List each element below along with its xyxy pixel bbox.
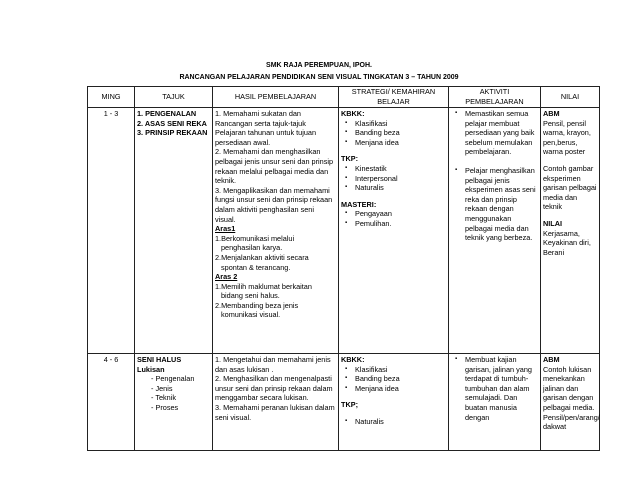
- tajuk-item: 2. ASAS SENI REKA: [137, 118, 207, 128]
- col-aktiviti: AKTIVITI PEMBELAJARAN: [449, 87, 541, 108]
- aras2-label: Aras 2: [215, 272, 238, 282]
- tajuk-item: - Proses: [151, 403, 210, 413]
- masteri-item: ▪ Pemulihan.: [355, 219, 446, 229]
- table-row: [88, 108, 600, 354]
- aras-item: penghasilan karya.: [221, 243, 283, 253]
- nilai-text: Kerjasama, Keyakinan diri, Berani: [543, 228, 591, 257]
- tkp-item: ▪ Kinestatik: [355, 164, 446, 174]
- tkp-item: ▪ Naturalis: [355, 183, 446, 193]
- aras-item: 2.Membanding beza jenis: [215, 300, 299, 310]
- tajuk-sub: Lukisan: [137, 364, 165, 374]
- kbkk-item: ▪ Klasifikasi: [355, 119, 446, 129]
- kbkk-label: KBKK:: [341, 109, 365, 118]
- aras-item: bidang seni halus.: [221, 291, 280, 301]
- kbkk-item: ▪ Menjana idea: [355, 384, 446, 394]
- nilai-label: NILAI: [543, 218, 563, 228]
- aras-item: 1.Memilih maklumat berkaitan: [215, 281, 312, 291]
- tajuk-item: - Pengenalan: [151, 374, 210, 384]
- col-nilai: NILAI: [541, 87, 600, 108]
- tkp-item: ▪ Naturalis: [355, 417, 446, 427]
- tkp-label: TKP:: [341, 154, 359, 164]
- tajuk-item: 1. PENGENALAN: [137, 109, 197, 118]
- nilai-cell: [541, 354, 600, 451]
- aras1-label: Aras1: [215, 224, 236, 234]
- kbkk-item: ▪ Klasifikasi: [355, 365, 446, 375]
- header-row: [88, 87, 600, 108]
- abm-label: ABM: [543, 109, 560, 118]
- col-ming: MING: [88, 87, 135, 108]
- aktiviti-item: ▪ Pelajar menghasilkan pelbagai jenis eksperimen asas seni reka dan prinsip rekaan dengan menggunakan pelbagai media dan teknik yang berbeza.: [465, 166, 538, 243]
- masteri-label: MASTERI:: [341, 199, 377, 209]
- aras-item: 1.Berkomunikasi melalui: [215, 233, 295, 243]
- tajuk-item: - Teknik: [151, 393, 210, 403]
- aras-item: komunikasi visual.: [221, 310, 281, 320]
- aras-item: 2.Menjalankan aktiviti secara: [215, 252, 309, 262]
- table-row: [88, 354, 600, 451]
- hasil-cell: [213, 108, 339, 354]
- plan-title: RANCANGAN PELAJARAN PENDIDIKAN SENI VISUAL TINGKATAN 3 – TAHUN 2009: [179, 74, 459, 81]
- tkp-label: TKP;: [341, 400, 359, 410]
- aktiviti-item: ▪ Membuat kajian garisan, jalinan yang terdapat di tumbuh-tumbuhan dan alam semulajadi. Dan buatan manusia dengan: [465, 355, 538, 422]
- hasil-item: 3. Mengaplikasikan dan memahami fungsi unsur seni dan prinsip rekaan dalam aktiviti penghasilan seni visual.: [215, 185, 333, 224]
- hasil-item: 2. Memahami dan menghasilkan pelbagai jenis unsur seni dan prinsip rekaan melalui pelbagai media dan teknik.: [215, 147, 334, 186]
- hasil-item: 1. Memahami sukatan dan Rancangan serta tajuk-tajuk Pelajaran tahunan untuk tujuan persediaan awal.: [215, 109, 317, 147]
- school-title: SMK RAJA PEREMPUAN, IPOH.: [266, 62, 372, 69]
- hasil-item: 1. Mengetahui dan memahami jenis dan asas lukisan .: [215, 355, 331, 374]
- hasil-item: 3. Memahami peranan lukisan dalam seni visual.: [215, 402, 335, 422]
- abm-label: ABM: [543, 355, 560, 364]
- col-tajuk: TAJUK: [135, 87, 213, 108]
- aktiviti-cell: [449, 354, 541, 451]
- aras-item: spontan & terancang.: [221, 262, 291, 272]
- tajuk-item: - Jenis: [151, 384, 210, 394]
- kbkk-item: ▪ Menjana idea: [355, 138, 446, 148]
- strategi-cell: [339, 108, 449, 354]
- hasil-cell: [213, 354, 339, 451]
- tajuk-title: SENI HALUS: [137, 355, 182, 364]
- kbkk-item: ▪ Banding beza: [355, 374, 446, 384]
- masteri-item: ▪ Pengayaan: [355, 209, 446, 219]
- kbkk-label: KBKK:: [341, 355, 365, 364]
- tajuk-cell: [135, 108, 213, 354]
- abm-text: Contoh lukisan menekankan jalinan dan garisan dengan pelbagai media. Pensil/pen/arang/ dakwat: [543, 364, 600, 432]
- tajuk-cell: [135, 354, 213, 451]
- nilai-cell: [541, 108, 600, 354]
- contoh-text: Contoh gambar eksperimen garisan pelbagai media dan teknik: [543, 163, 597, 212]
- aktiviti-item: ▪ Memastikan semua pelajar membuat persediaan yang baik sebelum memulakan pembelajaran.: [465, 109, 538, 157]
- kbkk-item: ▪ Banding beza: [355, 128, 446, 138]
- lesson-plan-table: [87, 86, 600, 451]
- abm-text: Pensil, pensil warna, krayon, pen,berus, warna poster: [543, 118, 591, 157]
- col-strategi: STRATEGI/ KEMAHIRAN BELAJAR: [339, 87, 449, 108]
- ming-cell: 4 - 6: [88, 354, 135, 451]
- ming-cell: 1 - 3: [88, 108, 135, 354]
- tkp-item: ▪ Interpersonal: [355, 174, 446, 184]
- hasil-item: 2. Menghasilkan dan mengenalpasti unsur seni dan prinsip rekaan dalam menggambar secara lukisan.: [215, 374, 333, 403]
- aktiviti-cell: [449, 108, 541, 354]
- strategi-cell: [339, 354, 449, 451]
- col-hasil: HASIL PEMBELAJARAN: [213, 87, 339, 108]
- tajuk-item: 3. PRINSIP REKAAN: [137, 128, 208, 138]
